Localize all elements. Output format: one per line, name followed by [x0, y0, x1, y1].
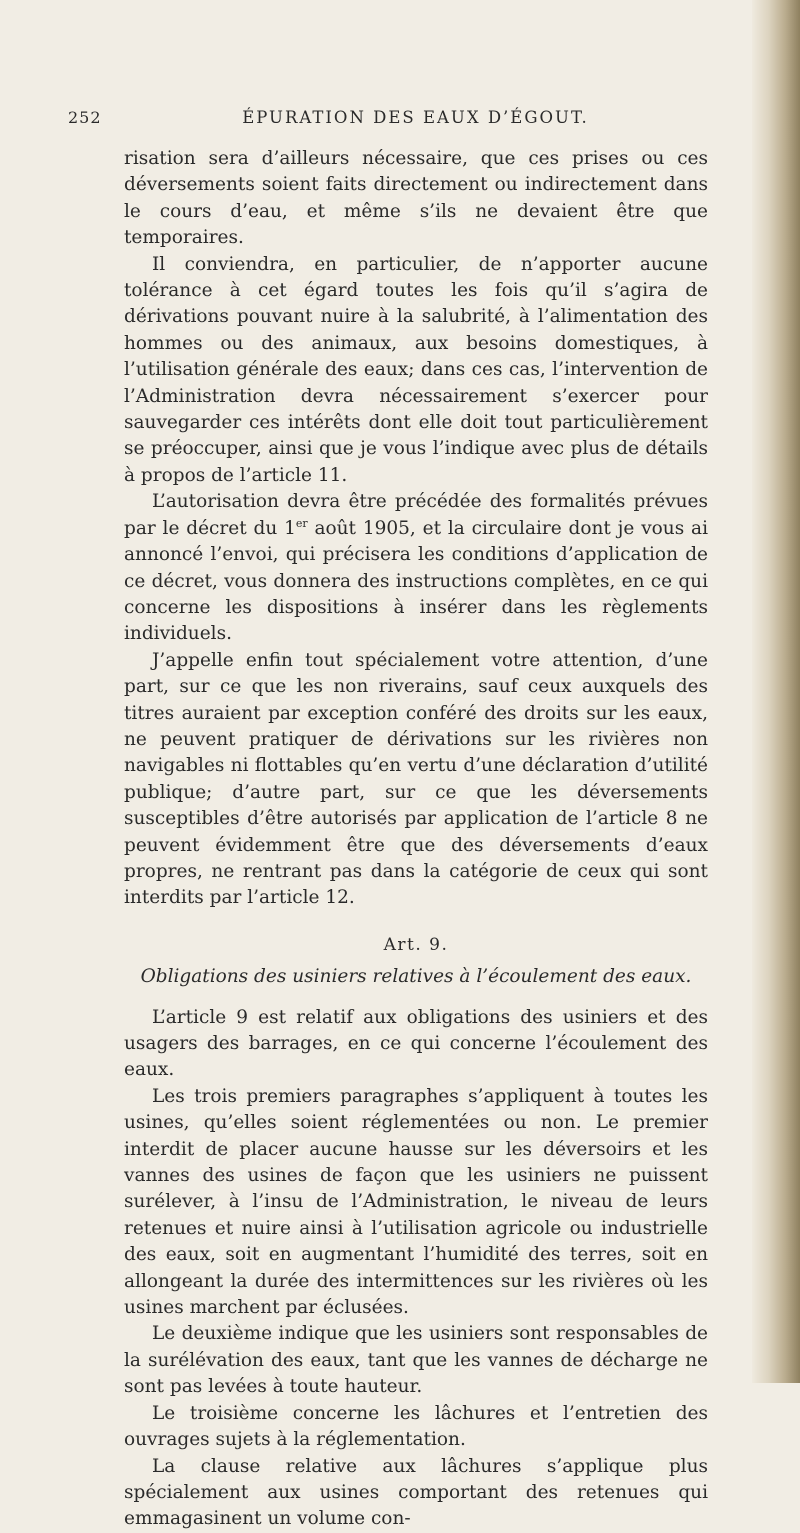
paragraph: Le deuxième indique que les usiniers sont responsables de la surélévation des eaux, tant que les vannes de décharge ne sont pas levées à toute hauteur. [124, 1323, 708, 1398]
page-edge-shadow [752, 0, 800, 1383]
paragraph: L’article 9 est relatif aux obligations des usiniers et des usagers des barrages, en ce qui concerne l’écoulement des eaux. [124, 1006, 708, 1081]
page-number: 252 [68, 108, 102, 127]
paragraph [124, 489, 708, 647]
paragraph-text: L’autorisation devra être précédée des formalités prévues par le décret du 1 [124, 491, 708, 539]
page-header [68, 108, 688, 132]
paragraph: Les trois premiers paragraphes s’appliquent à toutes les usines, qu’elles soient réglementées ou non. Le premier interdit de placer aucune hausse sur les déversoirs et les vannes des usines de façon que les usiniers ne puissent surélever, à l’insu de l’Administration, le niveau de leurs retenues et nuire ainsi à l’utilisation agricole ou industrielle des eaux, soit en augmentant l’humidité des terres, soit en allongeant la durée des intermittences sur les rivières où les usines marchent par éclusées. [124, 1085, 708, 1319]
paragraph: Il conviendra, en particulier, de n’apporter aucune tolérance à cet égard toutes les fois qu’il s’agira de dérivations pouvant nuire à la salubrité, à l’alimentation des hommes ou des animaux, aux besoins domestiques, à l’utilisation générale des eaux; dans ces cas, l’intervention de l’Administration devra nécessairement s’exercer pour sauvegarder ces intérêts dont elle doit tout particulièrement se préoccuper, ainsi que je vous l’indique avec plus de détails à propos de l’article 11. [124, 253, 708, 486]
running-title: ÉPURATION DES EAUX D’ÉGOUT. [242, 108, 589, 127]
page-body [124, 146, 708, 1533]
paragraph: risation sera d’ailleurs nécessaire, que ces prises ou ces déversements soient faits directement ou indirectement dans le cours d’eau, et même s’ils ne devaient être que temporaires. [124, 148, 708, 249]
paragraph-text: août 1905, et la circulaire dont je vous ai annoncé l’envoi, qui précisera les conditions d’application de ce décret, vous donnera des instructions complètes, en ce qui concerne les dispositions à insérer dans les règlements individuels. [124, 517, 708, 645]
article-subtitle: Obligations des usiniers relatives à l’écoulement des eaux. [140, 966, 692, 988]
paragraph: J’appelle enfin tout spécialement votre attention, d’une part, sur ce que les non riverains, sauf ceux auxquels des titres auraient par exception conféré des droits sur les eaux, ne peuvent pratiquer de dérivations sur les rivières non navigables ni flottables qu’en vertu d’une déclaration d’utilité publique; d’autre part, sur ce que les déversements susceptibles d’être autorisés par application de l’article 8 ne peuvent évidemment être que des déversements d’eaux propres, ne rentrant pas dans la catégorie de ceux qui sont interdits par l’article 12. [124, 649, 708, 909]
article-heading: Art. 9. [383, 934, 449, 955]
paragraph: Le troisième concerne les lâchures et l’entretien des ouvrages sujets à la réglementation. [124, 1402, 708, 1451]
ordinal-superscript: er [295, 516, 308, 530]
paragraph: La clause relative aux lâchures s’applique plus spécialement aux usines comportant des retenues qui emmagasinent un volume con- [124, 1455, 708, 1530]
